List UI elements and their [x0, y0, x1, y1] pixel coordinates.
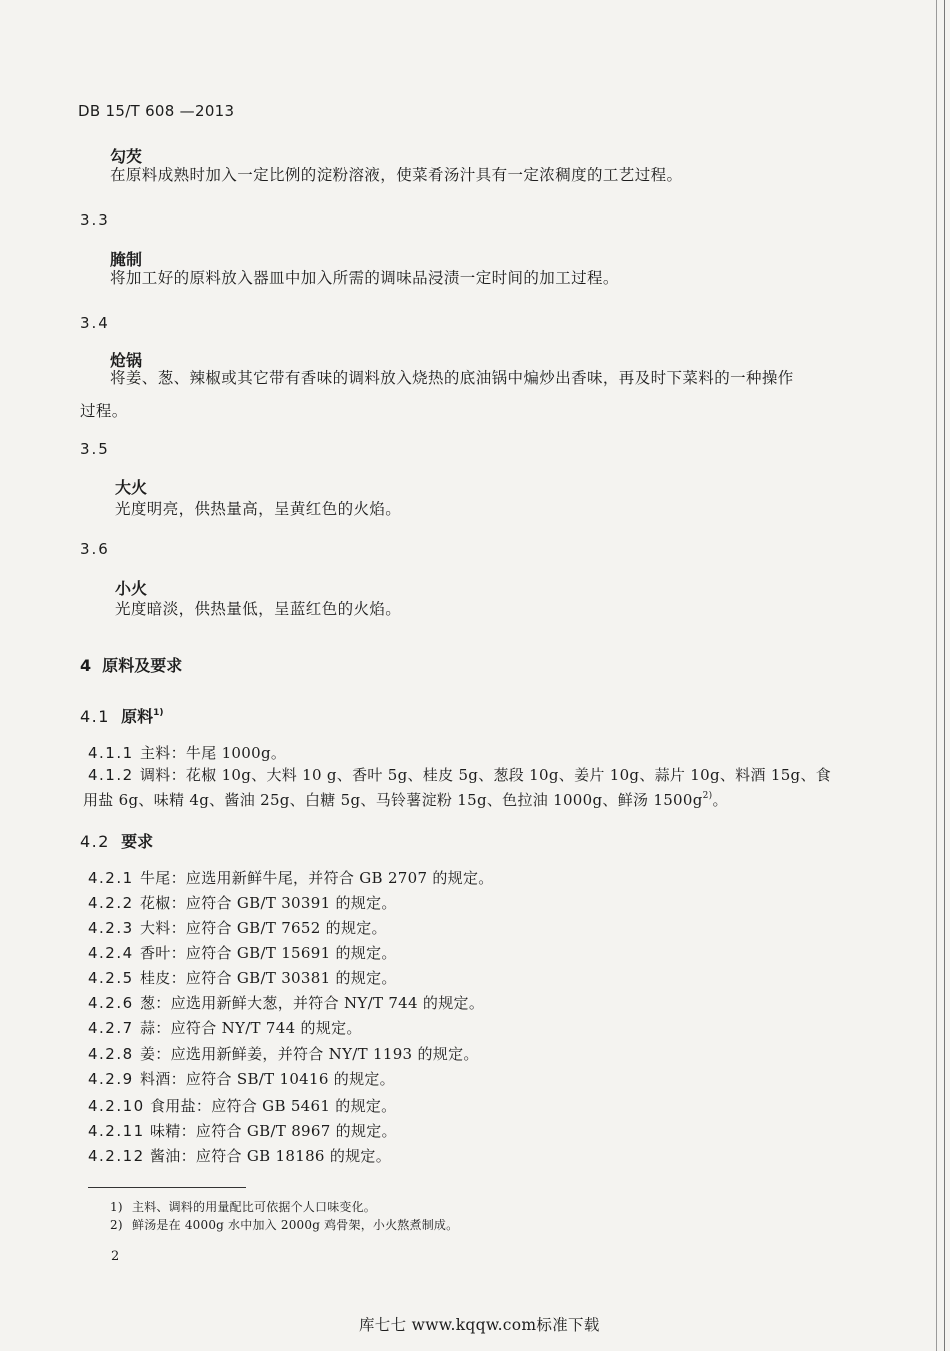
- footnote-mark: 1): [110, 1200, 123, 1214]
- term-definition: 光度暗淡，供热量低，呈蓝红色的火焰。: [115, 600, 402, 618]
- footnote-ref: 2): [702, 791, 713, 801]
- item-text: 蒜：应符合 NY/T 744 的规定。: [140, 1019, 362, 1037]
- clause-number: 3.6: [80, 540, 110, 558]
- list-item: [88, 742, 286, 763]
- item-number: 4.2.2: [88, 894, 134, 912]
- item-text: 食用盐：应符合 GB 5461 的规定。: [150, 1097, 397, 1115]
- footnote-rule: [88, 1187, 246, 1188]
- subsection-heading: [80, 704, 164, 727]
- list-item: [88, 892, 397, 913]
- term-definition-cont: 过程。: [80, 402, 128, 420]
- term-title: 炝锅: [110, 351, 143, 370]
- term-definition: 在原料成熟时加入一定比例的淀粉溶液，使菜肴汤汁具有一定浓稠度的工艺过程。: [110, 166, 683, 184]
- list-item: [88, 1095, 396, 1116]
- item-text: 桂皮：应符合 GB/T 30381 的规定。: [140, 969, 397, 987]
- list-item: [88, 1145, 391, 1166]
- subsection-heading: [80, 829, 153, 852]
- subsection-number: 4.2: [80, 832, 110, 851]
- item-text: 主料：牛尾 1000g。: [140, 744, 287, 762]
- item-text: 牛尾：应选用新鲜牛尾，并符合 GB 2707 的规定。: [140, 869, 494, 887]
- item-text: 味精：应符合 GB/T 8967 的规定。: [150, 1122, 397, 1140]
- item-number: 4.2.7: [88, 1019, 134, 1037]
- item-text: 调料：花椒 10g、大料 10 g、香叶 5g、桂皮 5g、葱段 10g、姜片 10g、蒜片 10g、料酒 15g、食: [140, 766, 832, 784]
- item-text: 葱：应选用新鲜大葱，并符合 NY/T 744 的规定。: [140, 994, 485, 1012]
- page-edge-line: [936, 0, 937, 1351]
- term-definition: 光度明亮，供热量高，呈黄红色的火焰。: [115, 500, 402, 518]
- standard-code: DB 15/T 608 —2013: [78, 102, 235, 120]
- term-title: 大火: [115, 478, 148, 497]
- list-item: [88, 1068, 395, 1089]
- term-definition: 将加工好的原料放入器皿中加入所需的调味品浸渍一定时间的加工过程。: [110, 269, 619, 287]
- item-text-end: 。: [712, 791, 728, 809]
- footnote-text: 鲜汤是在 4000g 水中加入 2000g 鸡骨架，小火熬煮制成。: [132, 1218, 459, 1232]
- item-text: 料酒：应符合 SB/T 10416 的规定。: [140, 1070, 395, 1088]
- item-number: 4.2.6: [88, 994, 134, 1012]
- download-footer: 库七七 www.kqqw.com标准下载: [359, 1316, 600, 1334]
- footnote: [110, 1216, 458, 1233]
- subsection-number: 4.1: [80, 707, 110, 726]
- subsection-title: 要求: [121, 832, 154, 851]
- list-item: [88, 967, 397, 988]
- item-number: 4.2.1: [88, 869, 134, 887]
- list-item-cont: [83, 789, 728, 810]
- item-number: 4.2.8: [88, 1045, 134, 1063]
- term-definition: 将姜、葱、辣椒或其它带有香味的调料放入烧热的底油锅中煸炒出香味，再及时下菜料的一种操作: [110, 369, 794, 387]
- list-item: [88, 764, 831, 785]
- footnote-ref: 1): [153, 708, 164, 718]
- section-number: 4: [80, 656, 92, 675]
- list-item: [88, 1017, 362, 1038]
- list-item: [88, 1120, 397, 1141]
- list-item: [88, 917, 387, 938]
- list-item: [88, 867, 494, 888]
- item-number: 4.2.4: [88, 944, 134, 962]
- clause-number: 3.4: [80, 314, 110, 332]
- list-item: [88, 942, 397, 963]
- item-number: 4.2.3: [88, 919, 134, 937]
- footnote-text: 主料、调料的用量配比可依据个人口味变化。: [132, 1200, 377, 1214]
- item-number: 4.2.12: [88, 1147, 145, 1165]
- list-item: [88, 1043, 479, 1064]
- term-title: 勾芡: [110, 147, 143, 166]
- item-text: 花椒：应符合 GB/T 30391 的规定。: [140, 894, 397, 912]
- page-edge-line: [944, 0, 945, 1351]
- item-text: 酱油：应符合 GB 18186 的规定。: [150, 1147, 392, 1165]
- footnote: [110, 1198, 376, 1215]
- item-number: 4.1.1: [88, 744, 134, 762]
- term-title: 腌制: [110, 250, 143, 269]
- page-number: 2: [111, 1249, 120, 1264]
- item-number: 4.2.5: [88, 969, 134, 987]
- item-text-cont: 用盐 6g、味精 4g、酱油 25g、白糖 5g、马铃薯淀粉 15g、色拉油 1000g、鲜汤 1500g: [83, 791, 703, 809]
- subsection-title: 原料: [121, 707, 154, 726]
- term-title: 小火: [115, 579, 148, 598]
- list-item: [88, 992, 484, 1013]
- section-heading: [80, 653, 182, 676]
- item-text: 大料：应符合 GB/T 7652 的规定。: [140, 919, 387, 937]
- item-number: 4.2.11: [88, 1122, 145, 1140]
- section-title: 原料及要求: [102, 656, 183, 675]
- item-number: 4.1.2: [88, 766, 134, 784]
- item-text: 香叶：应符合 GB/T 15691 的规定。: [140, 944, 397, 962]
- item-number: 4.2.10: [88, 1097, 145, 1115]
- item-text: 姜：应选用新鲜姜，并符合 NY/T 1193 的规定。: [140, 1045, 479, 1063]
- clause-number: 3.5: [80, 440, 110, 458]
- clause-number: 3.3: [80, 211, 110, 229]
- item-number: 4.2.9: [88, 1070, 134, 1088]
- footnote-mark: 2): [110, 1218, 123, 1232]
